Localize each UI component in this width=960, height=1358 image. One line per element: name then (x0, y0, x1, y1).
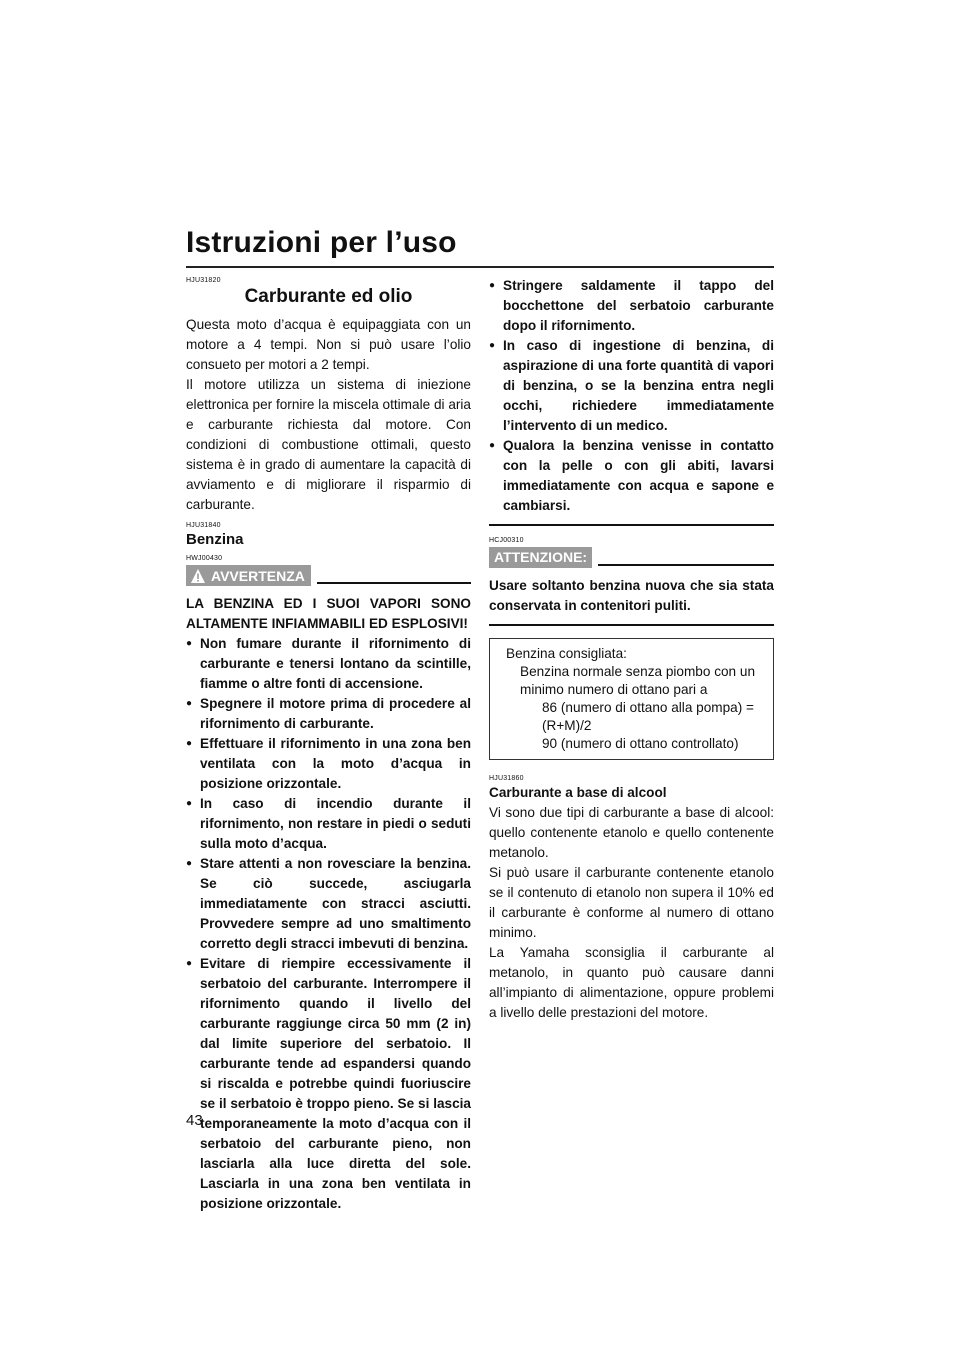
warning-header (186, 565, 471, 586)
warning-bullet-list-left (186, 634, 471, 1214)
fuel-spec-type: Benzina normale senza piombo con un minimo numero di ottano pari a (520, 664, 756, 697)
alcohol-paragraph-1: Vi sono due tipi di carburante a base di alcool: quello contenente etanolo e quello contenente metanolo. (489, 805, 774, 860)
subsection-title: Benzina (186, 531, 244, 548)
warning-bullet: ● Spegnere il motore prima di procedere al rifornimento di carburante. (186, 694, 471, 734)
attention-header (489, 547, 774, 568)
fuel-spec-octane-research: 90 (numero di ottano controllato) (542, 736, 739, 751)
attention-badge: ATTENZIONE: (489, 547, 592, 568)
warning-end-rule (489, 524, 774, 526)
intro-paragraph-2: Il motore utilizza un sistema di iniezione elettronica per fornire la miscela ottimale di aria e carburante richiesta dal motore. Con condizioni di combustione ottimali, questo sistema è in grado di aumentare la capacità di avviamento e di migliorare il risparmio di carburante. (186, 377, 471, 512)
left-column (186, 276, 471, 1214)
attention-code: HCJ00310 (489, 537, 524, 544)
subsection-code: HJU31840 (186, 522, 221, 529)
fuel-spec-octane-pump: 86 (numero di ottano alla pompa) = (R+M)/2 (542, 700, 754, 733)
header-rule (186, 266, 774, 268)
warning-bullet-list-right (489, 276, 774, 516)
page-header-title: Istruzioni per l’uso (186, 226, 457, 259)
intro-paragraph-1: Questa moto d’acqua è equipaggiata con un motore a 4 tempi. Non si può usare l’olio consueto per motori a 2 tempi. (186, 317, 471, 372)
warning-bullet: ● Evitare di riempire eccessivamente il serbatoio del carburante. Interrompere il rifornimento quando il livello del carburante raggiunge circa 50 mm (2 in) dal limite superiore del serbatoio. Il carburante tende ad espandersi quando si riscalda e potrebbe quindi fuoriuscire se il serbatoio è troppo pieno. Se si lascia temporaneamente la moto d’acqua con il serbatoio del carburante pieno, non lasciarla alla luce diretta del sole. Lasciarla in una zona ben ventilata in posizione orizzontale. (186, 954, 471, 1214)
warning-triangle-icon (190, 568, 206, 584)
warning-bullet: ● Qualora la benzina venisse in contatto con la pelle o con gli abiti, lavarsi immediatamente con acqua e sapone e cambiarsi. (489, 436, 774, 516)
fuel-spec-box (489, 638, 774, 760)
warning-bullet: ● Stare attenti a non rovesciare la benzina. Se ciò succede, asciugarla immediatamente con stracci asciutti. Provvedere sempre ad uno smaltimento corretto degli stracci imbevuti di benzina. (186, 854, 471, 954)
attention-rule (598, 564, 774, 566)
section-title: Carburante ed olio (244, 286, 413, 307)
attention-text: Usare soltanto benzina nuova che sia stata conservata in contenitori puliti. (489, 578, 774, 613)
warning-badge (186, 565, 311, 586)
warning-rule (317, 582, 471, 584)
warning-bullet: ● In caso di ingestione di benzina, di aspirazione di una forte quantità di vapori di benzina, o se la benzina entra negli occhi, richiedere immediatamente l’intervento di un medico. (489, 336, 774, 436)
alcohol-code: HJU31860 (489, 775, 524, 782)
warning-bullet: ● In caso di incendio durante il rifornimento, non restare in piedi o seduti sulla moto d’acqua. (186, 794, 471, 854)
attention-end-rule (489, 624, 774, 626)
section-code: HJU31820 (186, 277, 221, 284)
warning-bullet: ● Effettuare il rifornimento in una zona ben ventilata con la moto d’acqua in posizione orizzontale. (186, 734, 471, 794)
warning-bullet: ● Non fumare durante il rifornimento di carburante e tenersi lontano da scintille, fiamme o altre fonti di accensione. (186, 634, 471, 694)
warning-bullet: ● Stringere saldamente il tappo del bocchettone del serbatoio carburante dopo il rifornimento. (489, 276, 774, 336)
alcohol-paragraph-2: Si può usare il carburante contenente etanolo se il contenuto di etanolo non supera il 10% ed il carburante è conforme al numero di ottano minimo. (489, 865, 774, 940)
warning-label: AVVERTENZA (211, 567, 305, 584)
fuel-spec-label: Benzina consigliata: (506, 646, 627, 661)
right-column (489, 276, 774, 1023)
alcohol-title: Carburante a base di alcool (489, 785, 667, 800)
warning-code: HWJ00430 (186, 555, 223, 562)
warning-headline: LA BENZINA ED I SUOI VAPORI SONO ALTAMENTE INFIAMMABILI ED ESPLOSIVI! (186, 596, 471, 631)
alcohol-paragraph-3: La Yamaha sconsiglia il carburante al metanolo, in quanto può causare danni all’impianto di alimentazione, oppure problemi a livello delle prestazioni del motore. (489, 945, 774, 1020)
page-number: 43 (186, 1112, 203, 1129)
